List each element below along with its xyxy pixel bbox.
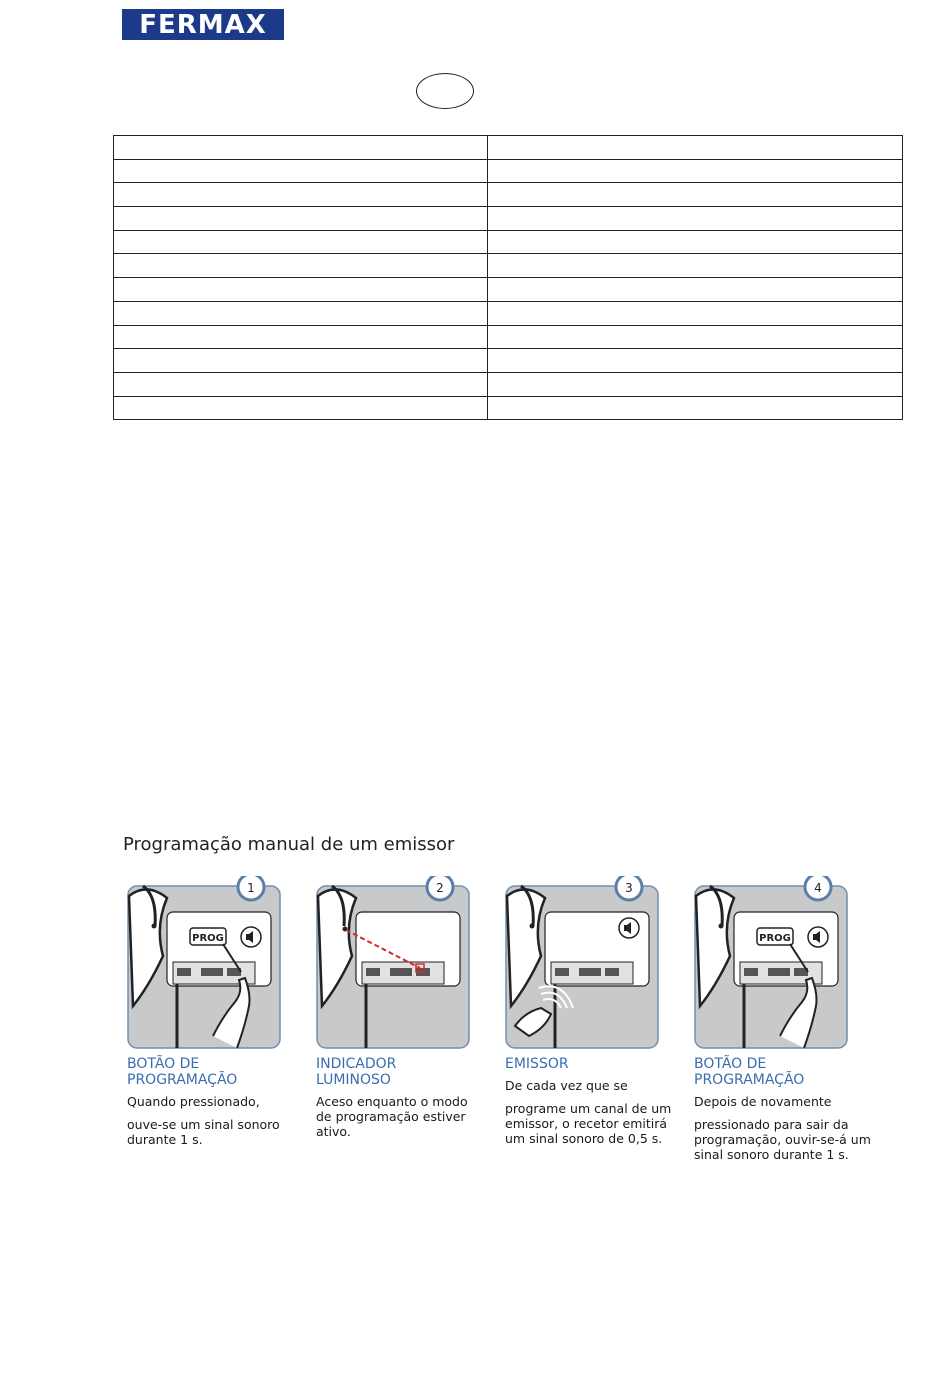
table-row [114, 159, 903, 183]
table-row [114, 207, 903, 231]
table-row [114, 254, 903, 278]
step-3-number: 3 [625, 881, 633, 895]
table-cell [488, 230, 903, 254]
table-cell [488, 278, 903, 302]
step-4-illustration [694, 876, 848, 1050]
step-1-number: 1 [247, 881, 255, 895]
step-4-number: 4 [814, 881, 822, 895]
table-row [114, 278, 903, 302]
language-oval [416, 73, 474, 109]
fermax-logo: FERMAX [122, 9, 284, 40]
step-3 [505, 876, 685, 1146]
table-cell [488, 372, 903, 396]
table-cell [114, 230, 488, 254]
step-3-desc [505, 1078, 685, 1146]
table-row [114, 183, 903, 207]
table-cell [488, 207, 903, 231]
step-4-desc-line: sinal sonoro durante 1 s. [694, 1147, 849, 1162]
step-1-desc-line: durante 1 s. [127, 1132, 203, 1147]
section-title: Programação manual de um emissor [123, 834, 455, 855]
spec-table [113, 135, 903, 420]
step-1 [127, 876, 307, 1147]
prog-label: PROG [759, 933, 791, 944]
step-2-desc [316, 1094, 496, 1139]
step-1-desc-line: Quando pressionado, [127, 1094, 260, 1109]
step-4-title: BOTÃO DE PROGRAMAÇÃO [694, 1056, 805, 1088]
step-2-number: 2 [436, 881, 444, 895]
table-row [114, 325, 903, 349]
table-cell [488, 159, 903, 183]
step-4-desc-line: Depois de novamente [694, 1094, 832, 1109]
step-1-desc-line: ouve-se um sinal sonoro [127, 1117, 280, 1132]
table-cell [114, 349, 488, 373]
step-2-desc-line: de programação estiver [316, 1109, 466, 1124]
step-1-desc [127, 1094, 307, 1147]
table-cell [488, 183, 903, 207]
step-1-title: BOTÃO DE PROGRAMAÇÃO [127, 1056, 238, 1088]
table-cell [488, 254, 903, 278]
table-cell [114, 254, 488, 278]
step-1-illustration [127, 876, 281, 1050]
step-4 [694, 876, 874, 1162]
step-3-desc-line: De cada vez que se [505, 1078, 628, 1093]
table-cell [114, 325, 488, 349]
table-cell [114, 136, 488, 160]
prog-label: PROG [192, 933, 224, 944]
step-3-desc-line: emissor, o recetor emitirá [505, 1116, 668, 1131]
step-2 [316, 876, 496, 1139]
table-cell [488, 301, 903, 325]
table-row [114, 396, 903, 420]
table-cell [114, 301, 488, 325]
table-cell [114, 159, 488, 183]
step-4-desc [694, 1094, 874, 1162]
table-row [114, 136, 903, 160]
table-row [114, 230, 903, 254]
step-3-title: EMISSOR [505, 1056, 569, 1072]
table-cell [114, 207, 488, 231]
step-2-desc-line: ativo. [316, 1124, 351, 1139]
table-cell [488, 396, 903, 420]
table-row [114, 349, 903, 373]
table-cell [488, 136, 903, 160]
table-cell [114, 372, 488, 396]
step-3-illustration [505, 876, 659, 1050]
step-2-desc-line: Aceso enquanto o modo [316, 1094, 468, 1109]
table-cell [114, 396, 488, 420]
table-cell [114, 278, 488, 302]
step-2-title: INDICADOR LUMINOSO [316, 1056, 397, 1088]
table-cell [488, 349, 903, 373]
step-4-desc-line: programação, ouvir-se-á um [694, 1132, 871, 1147]
table-cell [114, 183, 488, 207]
table-row [114, 372, 903, 396]
step-3-desc-line: um sinal sonoro de 0,5 s. [505, 1131, 663, 1146]
step-3-desc-line: programe um canal de um [505, 1101, 672, 1116]
step-2-illustration [316, 876, 470, 1050]
step-4-desc-line: pressionado para sair da [694, 1117, 849, 1132]
table-row [114, 301, 903, 325]
table-cell [488, 325, 903, 349]
